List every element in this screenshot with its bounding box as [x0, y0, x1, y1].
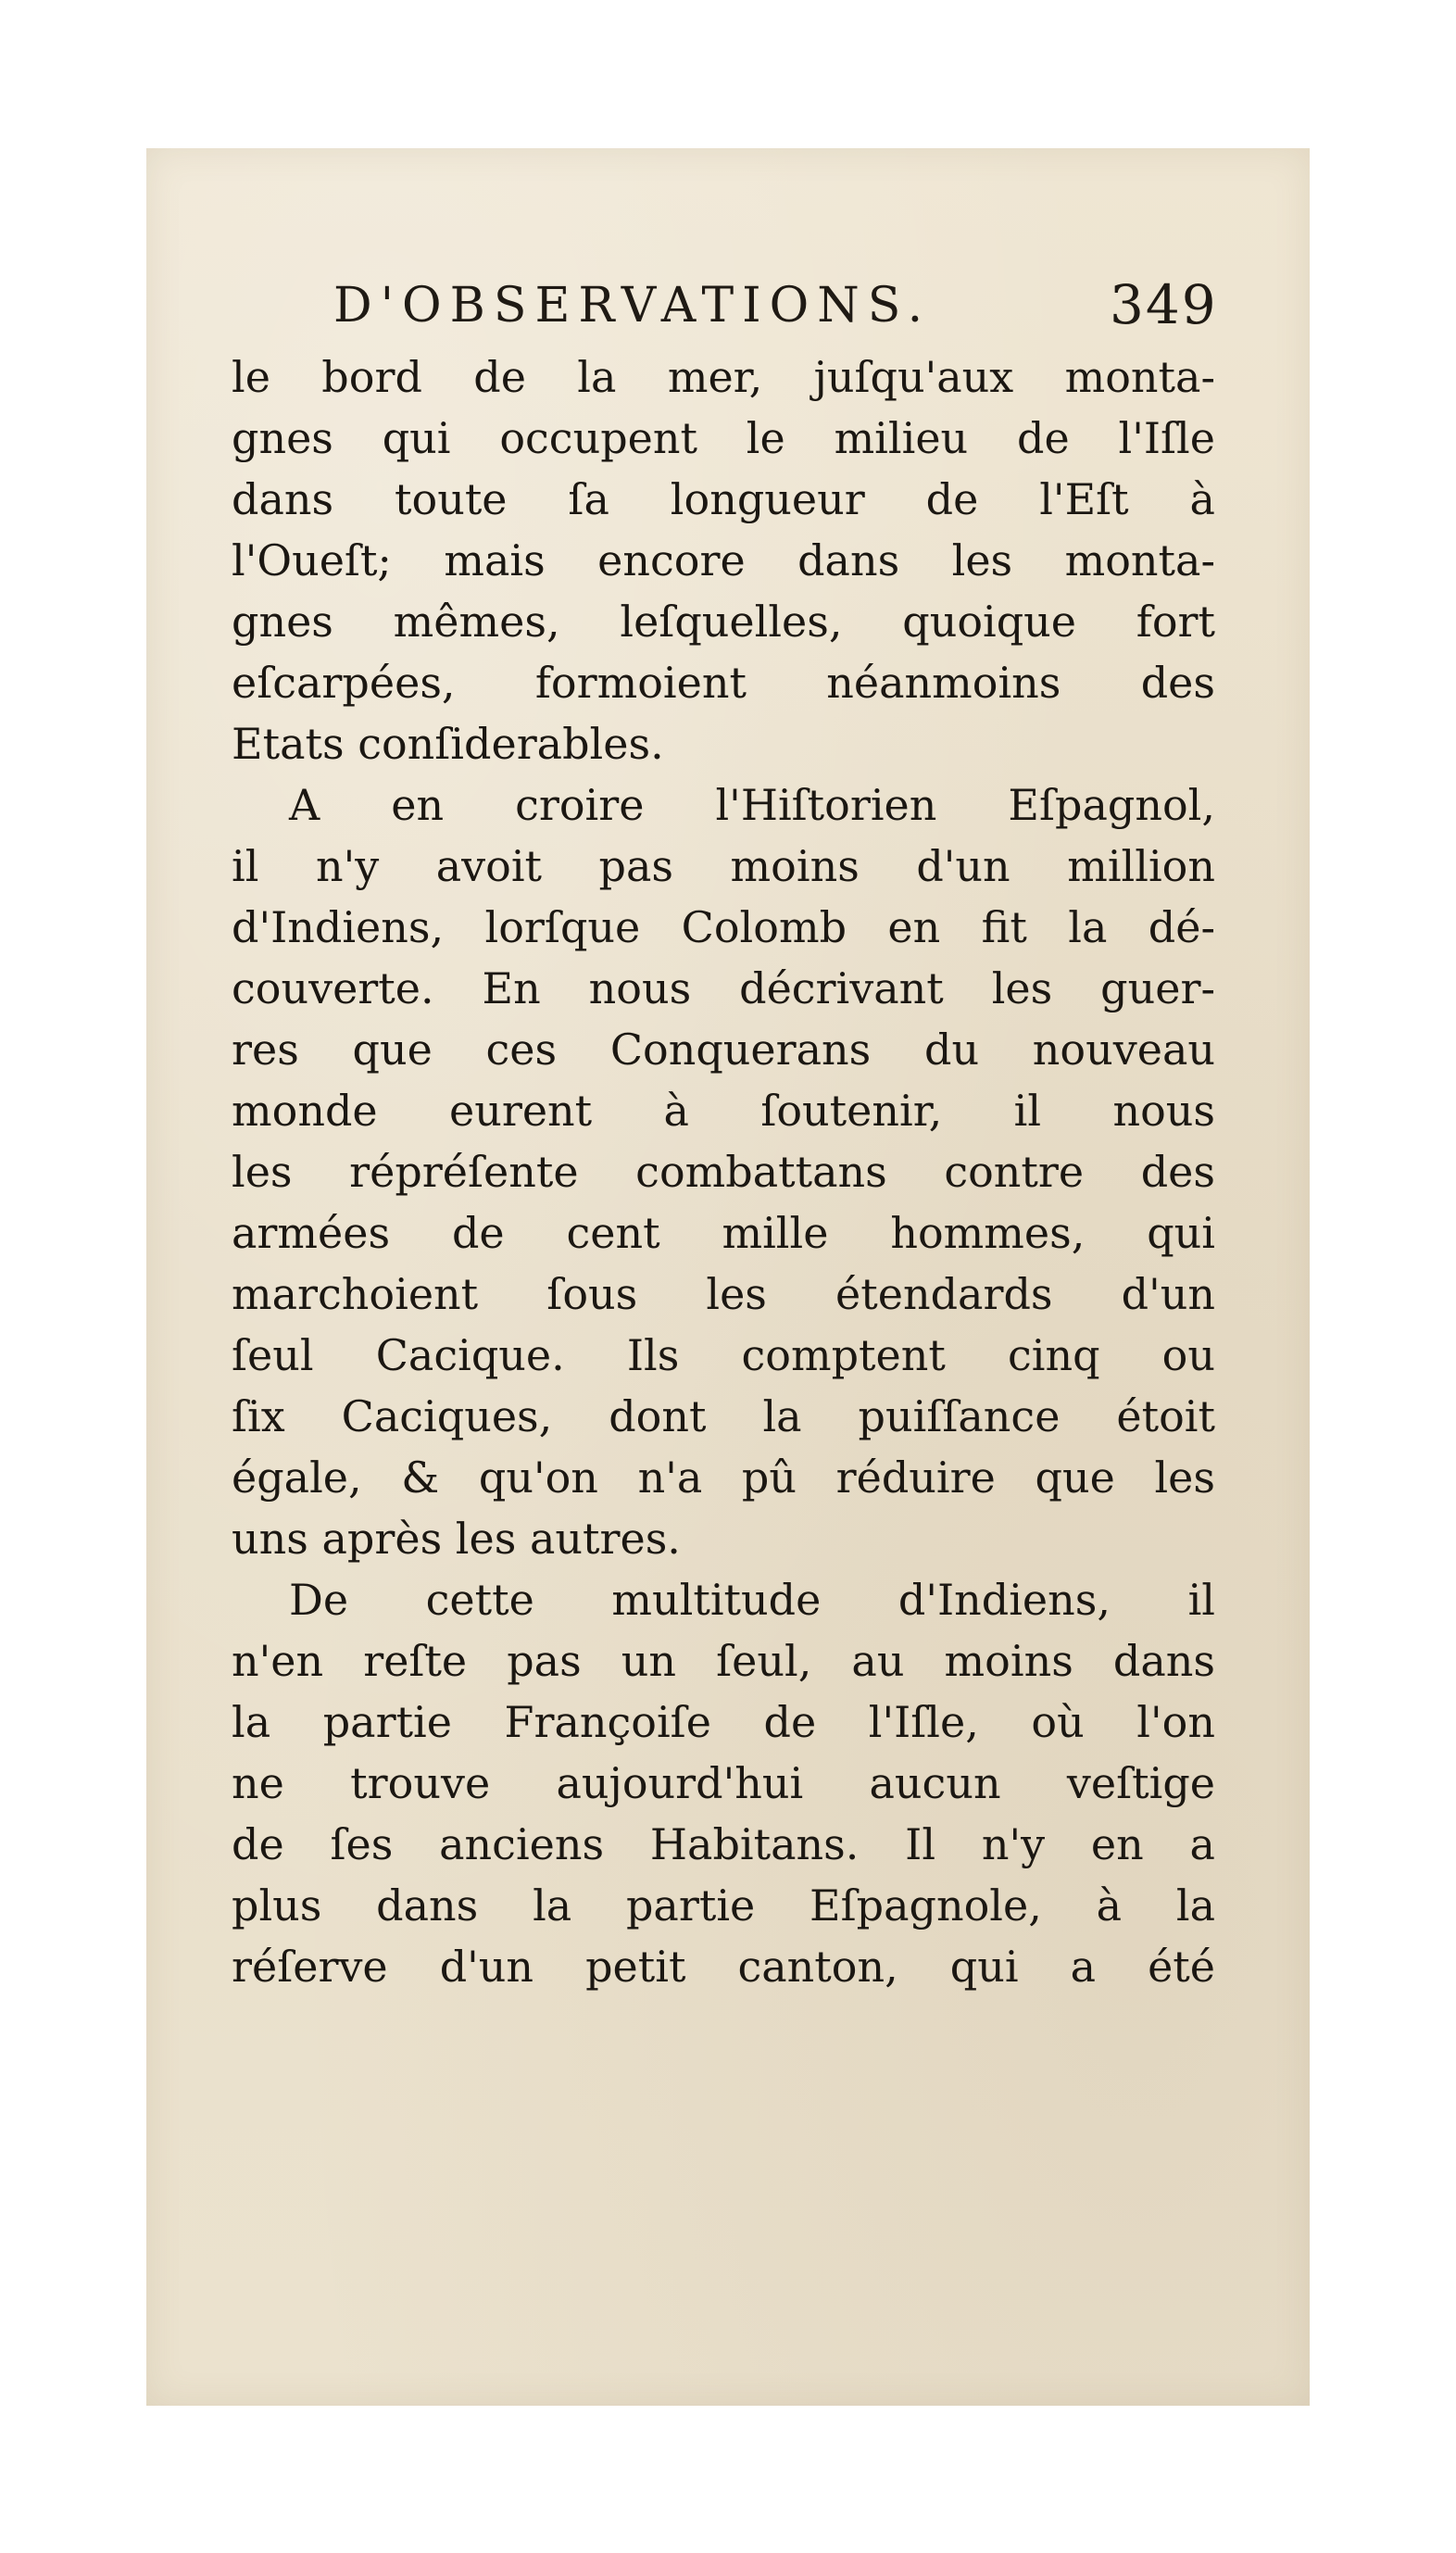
body-text: [232, 346, 1215, 1997]
text-line: couverte. En nous décrivant les guer-: [232, 963, 1215, 1013]
text-line: ſix Caciques, dont la puiſſance étoit: [232, 1391, 1215, 1441]
running-title: D'OBSERVATIONS.: [333, 278, 932, 333]
text-line: ſeul Cacique. Ils comptent cinq ou: [232, 1330, 1215, 1380]
text-line: ne trouve aujourd'hui aucun veſtige: [232, 1758, 1215, 1808]
text-line: d'Indiens, lorſque Colomb en fit la dé-: [232, 902, 1215, 952]
text-line: la partie Françoiſe de l'Iſle, où l'on: [232, 1697, 1215, 1747]
text-line: les répréſente combattans contre des: [232, 1147, 1215, 1197]
text-line: uns après les autres.: [232, 1514, 681, 1564]
text-line: égale, & qu'on n'a pû réduire que les: [232, 1453, 1215, 1503]
paragraph-start-line: A en croire l'Hiſtorien Eſpagnol,: [289, 780, 1215, 830]
text-line: armées de cent mille hommes, qui: [232, 1208, 1215, 1258]
text-line: plus dans la partie Eſpagnole, à la: [232, 1880, 1215, 1930]
page-number: 349: [1110, 273, 1218, 336]
text-line: le bord de la mer, juſqu'aux monta-: [232, 352, 1215, 402]
text-line: de ſes anciens Habitans. Il n'y en a: [232, 1819, 1215, 1869]
text-line: marchoient ſous les étendards d'un: [232, 1269, 1215, 1319]
text-line: monde eurent à ſoutenir, il nous: [232, 1086, 1215, 1136]
text-line: Etats conſiderables.: [232, 719, 664, 769]
text-line: res que ces Conquerans du nouveau: [232, 1025, 1215, 1075]
text-line: eſcarpées, formoient néanmoins des: [232, 658, 1215, 708]
text-line: il n'y avoit pas moins d'un million: [232, 841, 1215, 891]
text-line: gnes qui occupent le milieu de l'Iſle: [232, 413, 1215, 463]
text-line: dans toute ſa longueur de l'Eſt à: [232, 474, 1215, 524]
paragraph-start-line: De cette multitude d'Indiens, il: [289, 1575, 1215, 1625]
book-page: [146, 148, 1310, 2406]
text-line: gnes mêmes, leſquelles, quoique fort: [232, 597, 1215, 647]
running-header: [333, 269, 1260, 343]
text-line: n'en reſte pas un ſeul, au moins dans: [232, 1636, 1215, 1686]
text-line: l'Oueſt; mais encore dans les monta-: [232, 535, 1215, 585]
text-line: réſerve d'un petit canton, qui a été: [232, 1942, 1215, 1992]
